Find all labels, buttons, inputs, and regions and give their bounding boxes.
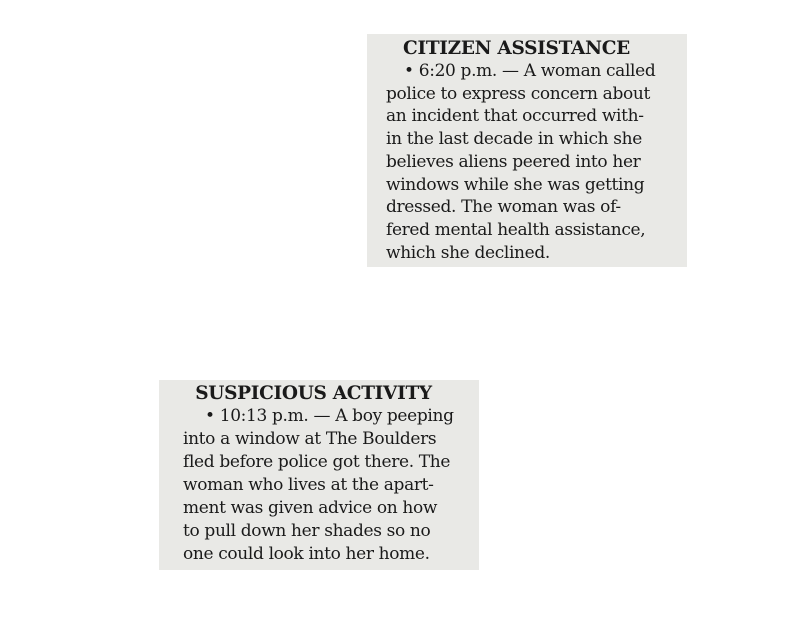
clipping-line: fered mental health assistance, — [386, 219, 646, 240]
clipping-line: which she declined. — [386, 242, 550, 263]
clipping-line: ment was given advice on how — [183, 498, 438, 518]
clipping-heading: SUSPICIOUS ACTIVITY — [195, 383, 432, 404]
clipping-line: • 10:13 p.m. — A boy peeping — [205, 406, 454, 426]
clipping-line: in the last decade in which she — [386, 129, 642, 150]
clipping-line: windows while she was getting — [386, 174, 645, 195]
clipping-line: into a window at The Boulders — [183, 429, 437, 449]
clipping-line: • 6:20 p.m. — A woman called — [404, 61, 656, 81]
clipping-line: fled before police got there. The — [183, 452, 451, 472]
citizen-assistance-clipping — [367, 34, 687, 267]
clipping-line: woman who lives at the apart- — [183, 475, 434, 495]
clipping-heading: CITIZEN ASSISTANCE — [403, 38, 630, 59]
clipping-line: believes aliens peered into her — [386, 151, 641, 172]
suspicious-activity-clipping — [159, 380, 479, 570]
clipping-line: an incident that occurred with- — [386, 106, 644, 127]
clipping-line: police to express concern about — [386, 83, 650, 104]
clipping-line: one could look into her home. — [183, 544, 430, 564]
clipping-line: dressed. The woman was of- — [386, 197, 621, 218]
clipping-line: to pull down her shades so no — [183, 521, 431, 541]
